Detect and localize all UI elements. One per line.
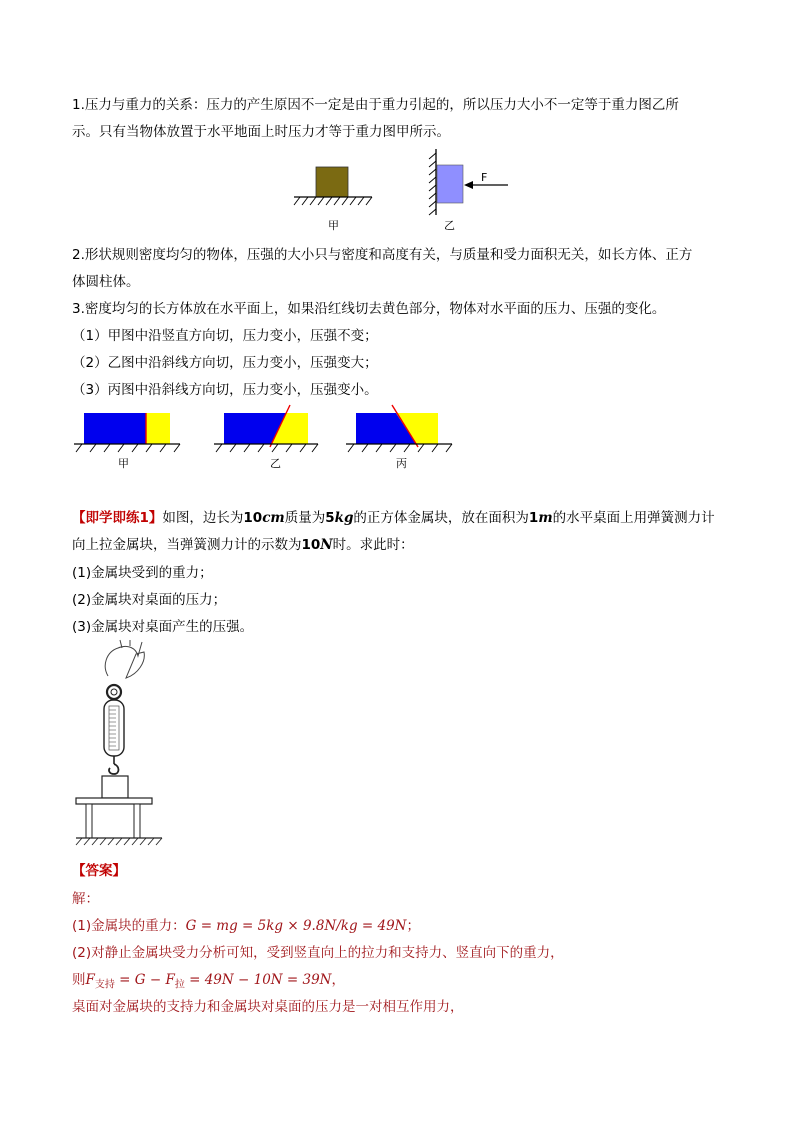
answer-line-2: (2)对静止金属块受力分析可知，受到竖直向上的拉力和支持力、竖直向下的重力， bbox=[72, 945, 564, 961]
cut-label-bing: 丙 bbox=[396, 457, 407, 470]
answer-line-4: 桌面对金属块的支持力和金属块对桌面的压力是一对相互作用力， bbox=[72, 999, 464, 1015]
scale-ring bbox=[107, 685, 121, 699]
section2-line1: 2.形状规则密度均匀的物体，压强的大小只与密度和高度有关，与质量和受力面积无关，如长方体、正方 bbox=[72, 247, 693, 263]
answer-jie: 解： bbox=[72, 891, 99, 907]
answer-line-1: (1)金属块的重力：G = mg = 5kg × 9.8N/kg = 49N； bbox=[72, 918, 420, 934]
cut-jia-blue bbox=[84, 413, 146, 444]
figure-pressure-gravity bbox=[280, 145, 520, 240]
exercise-line2: 向上拉金属块，当弹簧测力计的示数为10N时。求此时： bbox=[72, 537, 414, 553]
section1-line2: 示。只有当物体放置于水平地面上时压力才等于重力图甲所示。 bbox=[72, 124, 450, 140]
cut-jia-yellow bbox=[146, 413, 170, 444]
section3-item-2: （2）乙图中沿斜线方向切，压力变小，压强变大； bbox=[72, 355, 378, 371]
block-against-wall bbox=[437, 165, 463, 203]
exercise-question-2: (2)金属块对桌面的压力； bbox=[72, 592, 227, 608]
section1-line1: 1.压力与重力的关系：压力的产生原因不一定是由于重力引起的，所以压力大小不一定等于重力图乙所 bbox=[72, 97, 679, 113]
exercise-line1: 【即学即练1】如图，边长为10cm质量为5kg的正方体金属块，放在面积为1m的水平桌面上用弹簧测力计 bbox=[72, 510, 715, 526]
label-yi: 乙 bbox=[444, 219, 455, 232]
table-top bbox=[76, 798, 152, 804]
section2-line2: 体圆柱体。 bbox=[72, 274, 140, 290]
answer-line-3: 则$F_{支持} = G - F_拉 = 49N - 10N = 39N$， bbox=[72, 972, 345, 991]
exercise-question-1: (1)金属块受到的重力； bbox=[72, 565, 213, 581]
force-label: F bbox=[481, 171, 488, 184]
section3-item-3: （3）丙图中沿斜线方向切，压力变小，压强变小。 bbox=[72, 382, 378, 398]
answer-tag: 【答案】 bbox=[72, 863, 126, 879]
section3-line1: 3.密度均匀的长方体放在水平面上，如果沿红线切去黄色部分，物体对水平面的压力、压强的变化。 bbox=[72, 301, 666, 317]
block-on-floor bbox=[316, 167, 348, 197]
cut-label-yi: 乙 bbox=[270, 457, 281, 470]
spring-scale-body bbox=[104, 700, 124, 756]
section3-item-1: （1）甲图中沿竖直方向切，压力变小，压强不变； bbox=[72, 328, 378, 344]
label-jia: 甲 bbox=[328, 219, 339, 232]
cut-label-jia: 甲 bbox=[118, 457, 129, 470]
hook-icon bbox=[109, 764, 118, 774]
exercise-question-3: (3)金属块对桌面产生的压强。 bbox=[72, 619, 254, 635]
figure-spring-scale bbox=[72, 640, 172, 855]
arrow-head-icon bbox=[464, 181, 473, 189]
hand-icon bbox=[105, 640, 144, 678]
exercise-tag: 【即学即练1】 bbox=[72, 510, 163, 526]
metal-block bbox=[102, 776, 128, 798]
figure-cut-blocks bbox=[72, 405, 472, 475]
